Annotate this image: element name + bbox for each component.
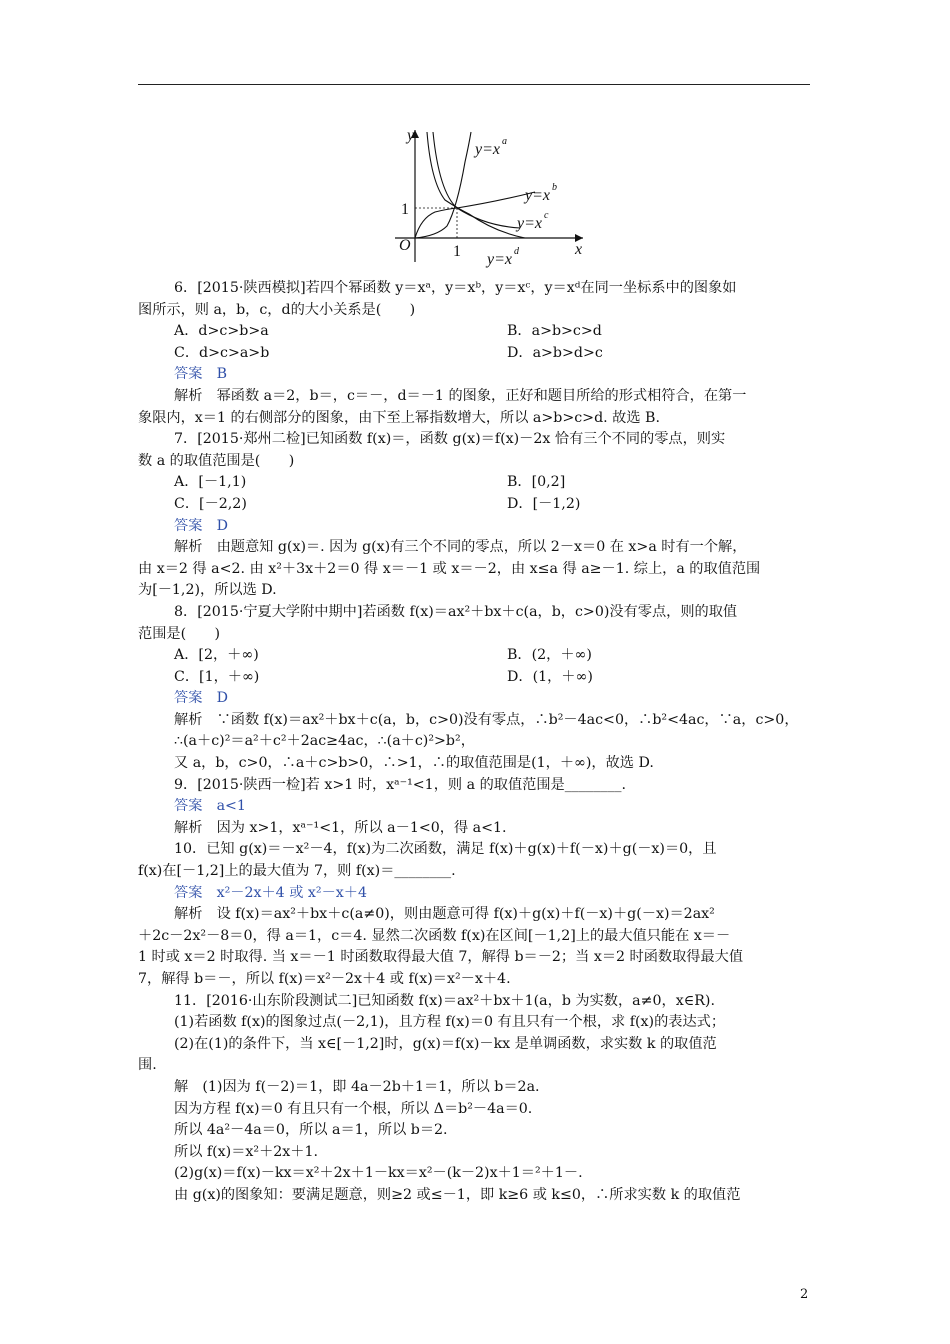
q8-option-a: A．[2，＋∞) <box>174 647 259 664</box>
curve-d-label: y=x <box>487 251 512 268</box>
q6-analysis: 解析 幂函数 a＝2，b＝，c＝－，d＝－1 的图象，正好和题目所给的形式相符合，在第一 <box>174 387 747 404</box>
q7-options-row2 <box>138 494 814 516</box>
q8-option-c: C．[1，＋∞) <box>174 668 260 685</box>
document-body <box>138 278 814 1207</box>
q8-option-d: D．(1，＋∞) <box>507 668 593 685</box>
q6-option-b: B．a>b>c>d <box>507 323 602 340</box>
q7-option-c: C．[－2,2) <box>174 495 247 512</box>
q7-analysis-cont2: 为[－1,2)，所以选 D. <box>138 582 277 599</box>
curve-b-exp: b <box>552 182 557 193</box>
q6-answer: 答案 B <box>174 366 227 383</box>
q10-analysis-cont3: 7，解得 b＝－，所以 f(x)＝x²－2x＋4 或 f(x)＝x²－x＋4. <box>138 971 511 987</box>
q10-analysis-cont2: 1 时或 x＝2 时取得. 当 x＝－1 时函数取得最大值 7，解得 b＝－2；当 x＝2 时函数取得最大值 <box>138 949 744 966</box>
q11-part2-cont: 围. <box>138 1057 157 1074</box>
q11-part1: (1)若函数 f(x)的图象过点(－2,1)，且方程 f(x)＝0 有且只有一个根，求 f(x)的表达式； <box>174 1014 726 1031</box>
header-rule <box>138 84 810 85</box>
power-function-graph <box>385 122 595 272</box>
q10-analysis-cont1: ＋2c－2x²－8＝0，得 a＝1，c＝4. 显然二次函数 f(x)在区间[－1,2]上的最大值只能在 x＝－ <box>138 927 731 944</box>
q7-stem-cont: 数 a 的取值范围是( ) <box>138 452 295 469</box>
q7-option-a: A．[－1,1) <box>174 474 247 491</box>
q11-solution-1: 解 (1)因为 f(－2)＝1，即 4a－2b＋1＝1，所以 b＝2a. <box>174 1078 540 1095</box>
x-axis-label: x <box>575 241 583 258</box>
q11-part2: (2)在(1)的条件下，当 x∈[－1,2]时，g(x)＝f(x)－kx 是单调函数，求实数 k 的取值范 <box>174 1035 717 1052</box>
q6-option-c: C．d>c>a>b <box>174 344 270 361</box>
q11-stem: 11．[2016·山东阶段测试二]已知函数 f(x)＝ax²＋bx＋1(a，b 为实数，a≠0，x∈R). <box>174 992 715 1009</box>
x-tick-1: 1 <box>453 243 461 260</box>
q9-analysis: 解析 因为 x>1，xᵃ⁻¹<1，所以 a－1<0，得 a<1. <box>174 819 507 836</box>
curve-a-exp: a <box>502 136 507 147</box>
q8-analysis-cont2: 又 a，b，c>0，∴a＋c>b>0，∴>1，∴的取值范围是(1，＋∞)，故选 D. <box>174 755 654 772</box>
q8-options-row1 <box>138 645 814 667</box>
curve-c-exp: c <box>544 210 549 221</box>
q11-solution-4: 所以 f(x)＝x²＋2x＋1. <box>174 1143 319 1160</box>
curve-c-label: y=x <box>517 215 542 232</box>
q8-analysis: 解析 ∵函数 f(x)＝ax²＋bx＋c(a，b，c>0)没有零点，∴b²－4ac<0，∴b²<4ac，∵a，c>0， <box>174 711 799 728</box>
q10-stem-cont: f(x)在[－1,2]上的最大值为 7，则 f(x)＝________. <box>138 863 456 880</box>
q6-option-a: A．d>c>b>a <box>174 323 269 340</box>
q6-stem: 6．[2015·陕西模拟]若四个幂函数 y＝xᵃ，y＝xᵇ，y＝xᶜ，y＝xᵈ在同一坐标系中的图象如 <box>174 280 737 296</box>
q11-solution-3: 所以 4a²－4a＝0，所以 a＝1，所以 b＝2. <box>174 1122 448 1139</box>
q6-options-row1 <box>138 321 814 343</box>
q8-stem-cont: 范围是( ) <box>138 625 221 642</box>
q8-option-b: B．(2，＋∞) <box>507 647 592 664</box>
q7-options-row1 <box>138 472 814 494</box>
page-number: 2 <box>800 1287 809 1302</box>
curve-d-exp: d <box>514 246 519 257</box>
q7-answer: 答案 D <box>174 517 228 534</box>
q7-stem: 7．[2015·郑州二检]已知函数 f(x)＝，函数 g(x)＝f(x)－2x 恰有三个不同的零点，则实 <box>174 431 726 448</box>
q8-options-row2 <box>138 667 814 689</box>
q10-answer: 答案 x²－2x＋4 或 x²－x＋4 <box>174 884 367 901</box>
q6-analysis-cont: 象限内，x＝1 的右侧部分的图象，由下至上幂指数增大，所以 a>b>c>d. 故选 B. <box>138 409 660 426</box>
q11-solution-6: 由 g(x)的图象知：要满足题意，则≥2 或≤－1，即 k≥6 或 k≤0，∴所求实数 k 的取值范 <box>174 1186 741 1203</box>
curve-a-label: y=x <box>475 141 500 158</box>
q9-stem: 9．[2015·陕西一检]若 x>1 时，xᵃ⁻¹<1，则 a 的取值范围是________. <box>174 776 626 793</box>
q10-analysis: 解析 设 f(x)＝ax²＋bx＋c(a≠0)，则由题意可得 f(x)＋g(x)＋f(－x)＋g(－x)＝2ax² <box>174 906 715 923</box>
q6-options-row2 <box>138 343 814 365</box>
q9-answer: 答案 a<1 <box>174 798 246 815</box>
q7-analysis-cont1: 由 x＝2 得 a<2. 由 x²＋3x＋2＝0 得 x＝－1 或 x＝－2，由 x≤a 得 a≥－1. 综上，a 的取值范围 <box>138 560 761 577</box>
q8-answer: 答案 D <box>174 690 228 707</box>
q7-option-b: B．[0,2] <box>507 474 566 491</box>
q7-analysis: 解析 由题意知 g(x)＝. 因为 g(x)有三个不同的零点，所以 2－x＝0 在 x>a 时有一个解， <box>174 539 747 556</box>
q11-solution-2: 因为方程 f(x)＝0 有且只有一个根，所以 Δ＝b²－4a＝0. <box>174 1100 533 1117</box>
q8-stem: 8．[2015·宁夏大学附中期中]若函数 f(x)＝ax²＋bx＋c(a，b，c>0)没有零点，则的取值 <box>174 603 738 620</box>
y-axis-label: y <box>407 127 415 144</box>
y-tick-1: 1 <box>401 201 409 218</box>
q10-stem: 10．已知 g(x)＝－x²－4，f(x)为二次函数，满足 f(x)＋g(x)＋f(－x)＋g(－x)＝0，且 <box>174 841 717 858</box>
q6-stem-cont: 图所示，则 a，b，c，d的大小关系是( ) <box>138 301 416 318</box>
q6-option-d: D．a>b>d>c <box>507 344 603 361</box>
q8-analysis-cont1: ∴(a＋c)²＝a²＋c²＋2ac≥4ac，∴(a＋c)²>b²， <box>174 733 475 750</box>
curve-b-label: y=x <box>525 187 550 204</box>
q7-option-d: D．[－1,2) <box>507 495 581 512</box>
origin-label: O <box>399 237 411 254</box>
power-function-figure <box>385 122 595 272</box>
q11-solution-5: (2)g(x)＝f(x)－kx＝x²＋2x＋1－kx＝x²－(k－2)x＋1＝²＋1－. <box>174 1165 583 1182</box>
